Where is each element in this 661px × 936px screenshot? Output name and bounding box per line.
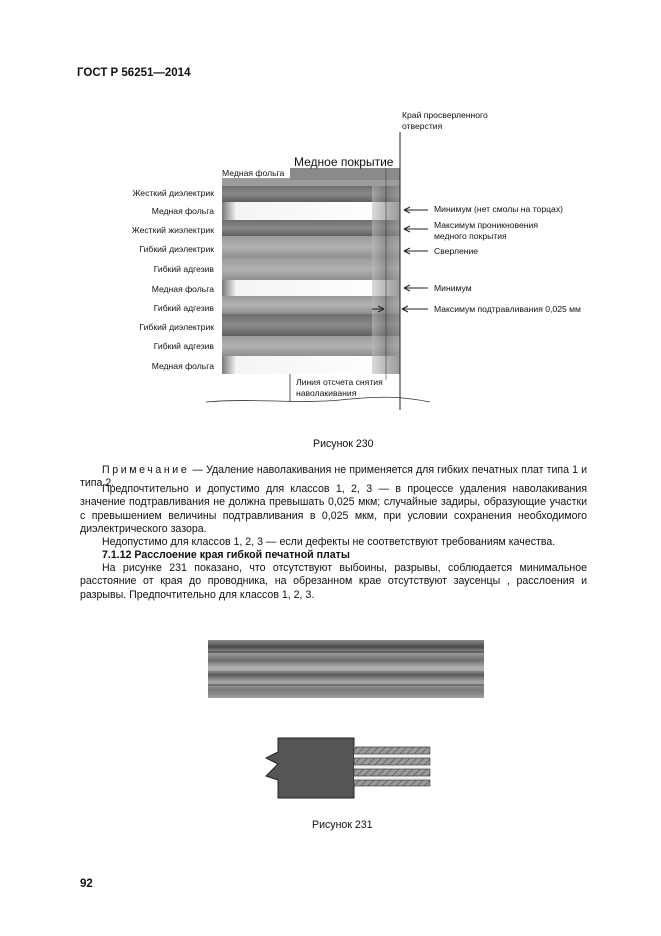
arrow-minimum-no-resin [404, 207, 428, 213]
label-layer-1: Жесткий диэлектрик [132, 188, 214, 198]
label-minimum-no-resin: Минимум (нет смолы на торцах) [434, 204, 563, 214]
label-hole-edge-2: отверстия [402, 121, 443, 131]
note-text: — Удаление наволакивания не применяется для гибких печатных плат типа 1 и типа 2. [80, 464, 587, 490]
paragraph-2: Недопустимо для классов 1, 2, 3 — если дефекты не соответствуют требованиям качества. [102, 536, 556, 548]
copper-plating-cap [290, 168, 400, 180]
arrow-drilling [404, 248, 428, 254]
figure-230 [0, 0, 661, 440]
label-layer-6: Медная фольга [151, 284, 214, 294]
label-reference-line-2: наволакивания [296, 388, 357, 398]
label-hole-edge-1: Край просверленного [402, 110, 488, 120]
paragraph-3: На рисунке 231 показано, что отсутствуют выбоины, разрывы, соблюдается минимальное расстояние от края до проводника, на обрезанном крае отсутствуют заусенцы , расслоения и разрывы. Предпочтительно для классов 1, 2, 3. [80, 562, 587, 601]
label-layer-7: Гибкий адгезив [153, 303, 214, 313]
section-heading: 7.1.12 Расслоение края гибкой печатной платы [102, 549, 350, 561]
label-drilling: Сверление [434, 246, 479, 256]
page-number: 92 [80, 878, 93, 890]
label-layer-3: Жесткий жиэлектрик [131, 225, 214, 235]
label-layer-9: Гибкий адгезив [153, 341, 214, 351]
label-layer-2: Медная фольга [151, 206, 214, 216]
label-copper-plating: Медное покрытие [294, 155, 394, 169]
arrow-minimum [404, 285, 428, 291]
figure-230-drawing [0, 0, 661, 440]
label-max-penetration-1: Максимум проникновения [434, 220, 538, 230]
document-header: ГОСТ Р 56251—2014 [77, 67, 191, 79]
figure-231-drawing [0, 630, 661, 810]
label-max-etchback: Максимум подтравливания 0,025 мм [434, 304, 581, 314]
figure-230-caption: Рисунок 230 [313, 438, 374, 450]
label-max-penetration-2: медного покрытия [434, 231, 507, 241]
label-copper-foil-top: Медная фольга [222, 168, 285, 178]
label-reference-line-1: Линия отсчета снятия [296, 377, 383, 387]
arrow-max-penetration [404, 226, 428, 232]
connector-body [266, 738, 354, 798]
label-layer-8: Гибкий диэлектрик [139, 322, 214, 332]
label-minimum: Минимум [434, 283, 472, 293]
label-layer-5: Гибкий адгезив [153, 264, 214, 274]
figure-231 [0, 630, 661, 810]
flex-board-edge-photo [208, 640, 484, 698]
paragraph-1: Предпочтительно и допустимо для классов 1, 2, 3 — в процессе удаления наволакивания значение подтравливания не должна превышать 0,025 мкм; случайные задиры, образующие участки с превышением величины подтравливания в 0,025 мкм, при условии сохранения необходимого диэлектрического зазора. [80, 483, 587, 535]
figure-231-caption: Рисунок 231 [312, 819, 373, 831]
label-layer-4: Гибкий диэлектрик [139, 244, 214, 254]
note-label: Примечание [102, 464, 190, 476]
label-layer-10: Медная фольга [151, 361, 214, 371]
